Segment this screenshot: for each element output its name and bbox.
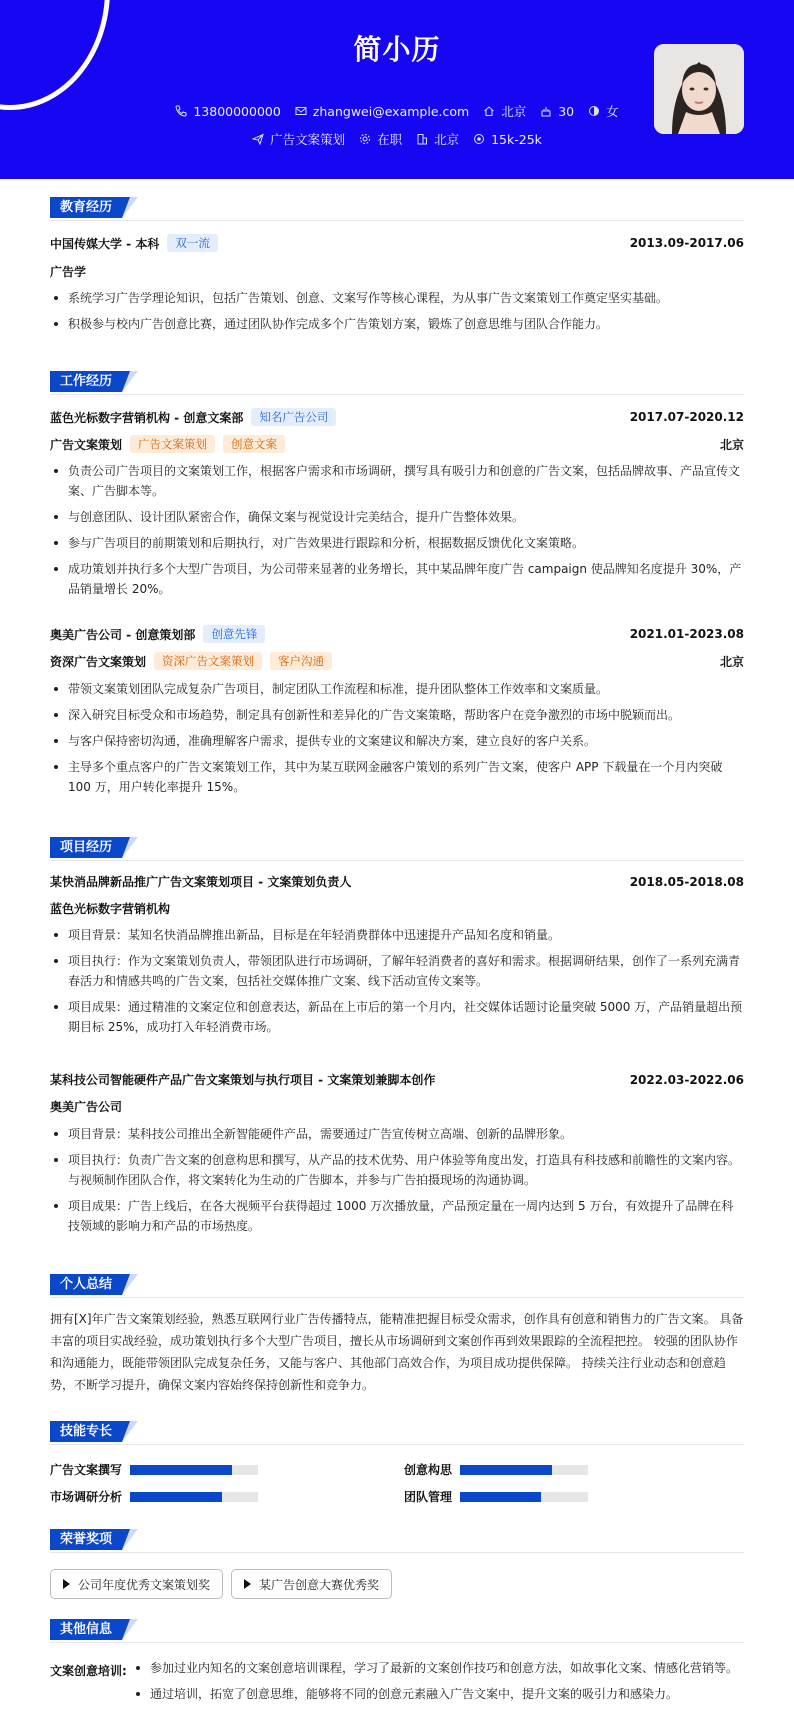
list-item: 项目执行：负责广告文案的创意构思和撰写，从产品的技术优势、用户体验等角度出发，打造具有科技感和前瞻性的文案内容。与视频制作团队合作，将文案转化为生动的广告脚本，并参与广告拍摄现场的沟通协调。 [50,1150,744,1190]
section-header [50,197,744,221]
skill-bar [460,1465,588,1475]
email-text: zhangwei@example.com [312,103,470,119]
cake-icon [540,105,552,117]
list-item: 项目背景：某知名快消品牌推出新品，目标是在年轻消费群体中迅速提升产品知名度和销量。 [50,925,744,945]
position-text: 广告文案策划 [270,132,346,147]
project-bullets [50,925,744,1043]
school-tag: 双一流 [167,234,218,252]
target-city-text: 北京 [434,132,460,147]
status-text: 在职 [377,132,403,147]
skill-bar [130,1465,258,1475]
project-period: 2022.03-2022.06 [629,1072,744,1087]
list-item: 参加过业内知名的文案创意培训课程，学习了最新的文案创作技巧和创意方法，如故事化文案、情感化营销等。 [132,1658,744,1678]
role-name: 广告文案策划 [50,437,123,452]
skill-fill [130,1465,232,1475]
skill-name: 市场调研分析 [50,1490,123,1504]
position-info [252,130,345,148]
project-org: 奥美广告公司 [50,1100,123,1114]
phone-info [175,102,280,120]
other-section [50,1619,744,1719]
city-text: 北京 [501,104,527,119]
work-section [50,371,744,794]
salary-info [473,130,542,148]
education-row [50,234,744,252]
section-header [50,371,744,395]
play-icon [63,1579,70,1589]
gender-icon [588,105,600,117]
section-header [50,837,744,861]
list-item: 与创意团队、设计团队紧密合作，确保文案与视觉设计完美结合，提升广告整体效果。 [50,507,744,527]
phone-icon [175,105,187,117]
list-item: 项目执行：作为文案策划负责人，带领团队进行市场调研，了解年轻消费者的喜好和需求。根据调研结果，创作了一系列充满青春活力和情感共鸣的广告文案，包括社交媒体推广文案、线下活动宣传文案等。 [50,951,744,991]
target-city-info [416,130,459,148]
project-period: 2018.05-2018.08 [629,874,744,889]
role-tag: 创意文案 [223,435,285,453]
skills-section [50,1421,744,1521]
work-period: 2021.01-2023.08 [629,627,744,641]
skill-item [404,1461,588,1478]
other-bullets [132,1658,744,1710]
work-bullets [50,679,744,803]
list-item: 成功策划并执行多个大型广告项目，为公司带来显著的业务增长，其中某品牌年度广告 campaign 使品牌知名度提升 30%，产品销量增长 20%。 [50,559,744,599]
awards-section [50,1529,744,1609]
section-title: 教育经历 [50,197,122,218]
gender-text: 女 [606,104,619,119]
section-header [50,1421,744,1445]
skill-item [404,1488,588,1505]
role-tag: 客户沟通 [270,652,332,670]
section-title: 个人总结 [50,1274,122,1295]
other-label: 文案创意培训: [50,1664,127,1678]
summary-text: 拥有[X]年广告文案策划经验，熟悉互联网行业广告传播特点，能精准把握目标受众需求，创作具有创意和销售力的广告文案。 具备丰富的项目实战经验，成功策划执行多个大型广告项目，擅长从市场调研到文案创作再到效果跟踪的全流程把控。 较强的团队协作和沟通能力，既能带领团队完成复杂任务，又能与客户、其他部门高效合作，为项目成功提供保障。 持续关注行业动态和创意趋势，不断学习提升，确保文案内容始终保持创新性和竞争力。 [50,1312,744,1392]
company-name: 蓝色光标数字营销机构 - 创意文案部 [50,410,244,425]
project-title: 某科技公司智能硬件产品广告文案策划与执行项目 - 文案策划兼脚本创作 [50,1073,436,1087]
project-title-row [50,1071,744,1088]
list-item: 带领文案策划团队完成复杂广告项目，制定团队工作流程和标准，提升团队整体工作效率和文案质量。 [50,679,744,699]
list-item: 通过培训，拓宽了创意思维，能够将不同的创意元素融入广告文案中，提升文案的吸引力和感染力。 [132,1684,744,1704]
list-item: 主导多个重点客户的广告文案策划工作，其中为某互联网金融客户策划的系列广告文案，使客户 APP 下载量在一个月内突破 100 万，用户转化率提升 15%。 [50,757,744,797]
summary-section [50,1274,744,1414]
list-item: 系统学习广告学理论知识，包括广告策划、创意、文案写作等核心课程，为从事广告文案策划工作奠定坚实基础。 [50,288,744,308]
work-bullets [50,461,744,605]
list-item: 项目成果：通过精准的文案定位和创意表达，新品在上市后的第一个月内，社交媒体话题讨论量突破 5000 万，产品销量超出预期目标 25%，成功打入年轻消费市场。 [50,997,744,1037]
education-section [50,197,744,357]
list-item: 参与广告项目的前期策划和后期执行，对广告效果进行跟踪和分析，根据数据反馈优化文案策略。 [50,533,744,553]
work-period: 2017.07-2020.12 [629,410,744,424]
list-item: 深入研究目标受众和市场趋势，制定具有创新性和差异化的广告文案策略，帮助客户在竞争激烈的市场中脱颖而出。 [50,705,744,725]
work-role-row [50,652,744,670]
section-title: 其他信息 [50,1619,122,1640]
project-org-row [50,1098,744,1115]
resume-header [0,0,794,179]
skill-bar [460,1492,588,1502]
company-tag: 知名广告公司 [251,408,336,426]
education-period: 2013.09-2017.06 [629,236,744,250]
skill-fill [130,1492,222,1502]
home-icon [483,105,495,117]
section-header [50,1619,744,1643]
skill-name: 广告文案撰写 [50,1463,123,1477]
work-location: 北京 [719,437,744,452]
work-role-row [50,435,744,453]
skill-bar [130,1492,258,1502]
list-item: 与客户保持密切沟通，准确理解客户需求，提供专业的文案建议和解决方案，建立良好的客户关系。 [50,731,744,751]
age-text: 30 [558,103,575,119]
skill-item [50,1488,258,1505]
projects-section [50,837,744,1257]
send-icon [252,133,264,145]
section-header [50,1529,744,1553]
section-title: 工作经历 [50,371,122,392]
section-header [50,1274,744,1298]
major: 广告学 [50,265,87,279]
city-info [483,102,526,120]
major-row [50,263,744,280]
education-bullets [50,288,744,340]
section-title: 荣誉奖项 [50,1529,122,1550]
skill-name: 创意构思 [404,1463,453,1477]
school-name: 中国传媒大学 - 本科 [50,236,160,251]
play-icon [244,1579,251,1589]
company-name: 奥美广告公司 - 创意策划部 [50,627,196,642]
skill-name: 团队管理 [404,1490,453,1504]
role-name: 资深广告文案策划 [50,654,147,669]
skill-fill [460,1465,552,1475]
project-title-row [50,873,744,890]
avatar [654,44,744,134]
age-info [540,102,574,120]
email-info [295,102,469,120]
skill-fill [460,1492,541,1502]
skill-item [50,1461,258,1478]
role-tag: 资深广告文案策划 [154,652,262,670]
mail-icon [295,105,307,117]
salary-text: 15k-25k [491,131,542,147]
list-item: 项目成果：广告上线后，在各大视频平台获得超过 1000 万次播放量，产品预定量在一周内达到 5 万台，有效提升了品牌在科技领域的影响力和产品的市场热度。 [50,1196,744,1236]
gender-info [588,102,619,120]
candidate-name: 简小历 [353,33,441,66]
project-org-row [50,900,744,917]
building-icon [416,133,428,145]
section-title: 技能专长 [50,1421,122,1442]
work-company-row [50,408,744,426]
award-item [50,1569,223,1599]
work-company-row [50,625,744,643]
award-name: 某广告创意大赛优秀奖 [259,1577,380,1592]
project-title: 某快消品牌新品推广广告文案策划项目 - 文案策划负责人 [50,875,352,889]
section-title: 项目经历 [50,837,122,858]
list-item: 积极参与校内广告创意比赛，通过团队协作完成多个广告策划方案，锻炼了创意思维与团队合作能力。 [50,314,744,334]
gear-icon [359,133,371,145]
status-info [359,130,402,148]
work-location: 北京 [719,654,744,669]
list-item: 负责公司广告项目的文案策划工作，根据客户需求和市场调研，撰写具有吸引力和创意的广告文案，包括品牌故事、产品宣传文案、广告脚本等。 [50,461,744,501]
phone-text: 13800000000 [193,103,281,119]
list-item: 项目背景：某科技公司推出全新智能硬件产品，需要通过广告宣传树立高端、创新的品牌形象。 [50,1124,744,1144]
award-item [231,1569,392,1599]
project-bullets [50,1124,744,1242]
award-name: 公司年度优秀文案策划奖 [78,1577,211,1592]
company-tag: 创意先锋 [203,625,265,643]
role-tag: 广告文案策划 [130,435,215,453]
project-org: 蓝色光标数字营销机构 [50,902,171,916]
coin-icon [473,133,485,145]
